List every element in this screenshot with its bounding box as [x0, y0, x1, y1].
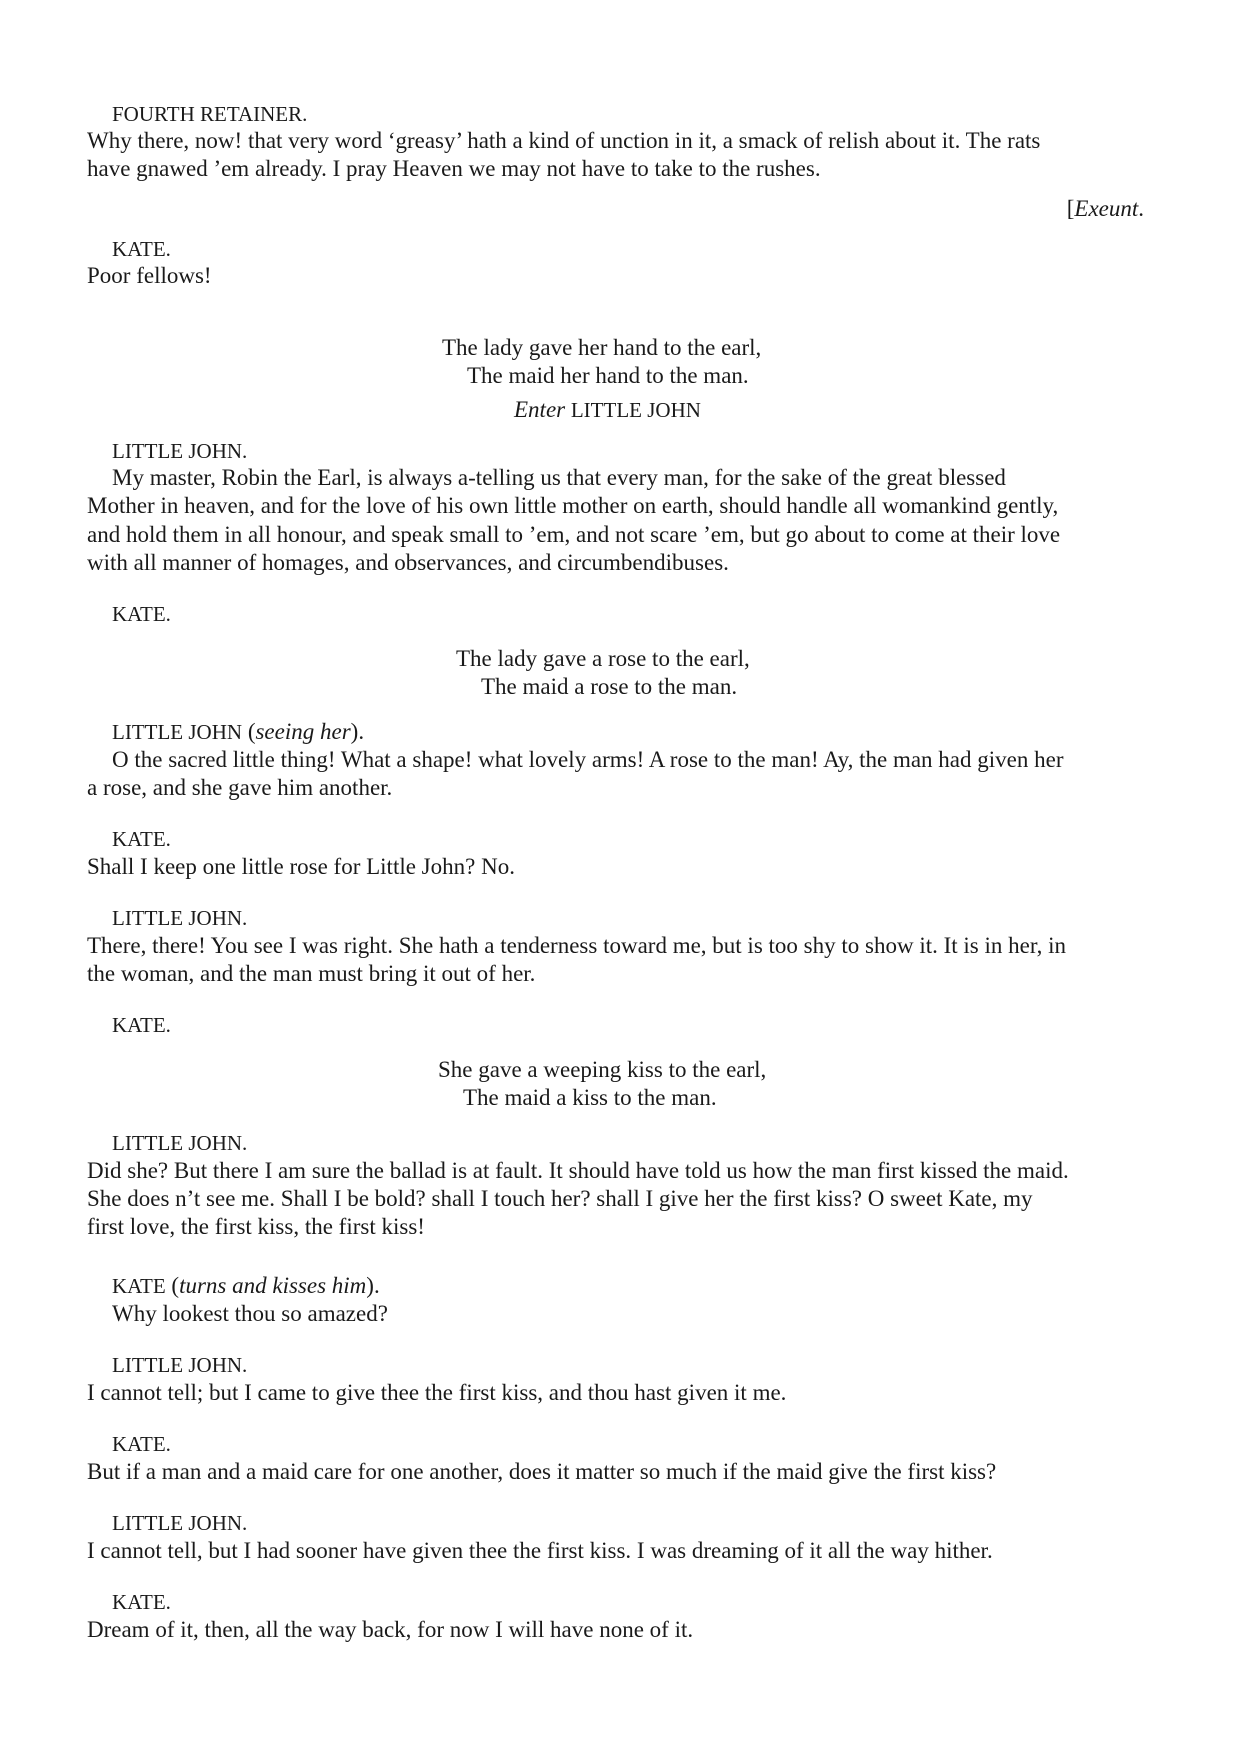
song-line: The maid her hand to the man. — [467, 363, 749, 388]
speaker-kate: KATE. — [112, 1432, 171, 1456]
song-line: The maid a kiss to the man. — [463, 1085, 717, 1110]
speech-line: Poor fellows! — [87, 263, 212, 288]
speech-line: O the sacred little thing! What a shape! what lovely arms! A rose to the man! Ay, the man had given her — [112, 747, 1064, 772]
speaker-little-john: LITTLE JOHN. — [112, 1131, 248, 1155]
speech-line: But if a man and a maid care for one another, does it matter so much if the maid give the first kiss? — [87, 1459, 997, 1484]
stage-direction-exeunt — [1067, 195, 1144, 223]
speech-line: There, there! You see I was right. She hath a tenderness toward me, but is too shy to show it. It is in her, in — [87, 933, 1066, 958]
bracket: [ — [1066, 196, 1075, 221]
speaker-little-john: LITTLE JOHN. — [112, 906, 248, 930]
period: . — [1138, 196, 1144, 221]
speech-line: with all manner of homages, and observances, and circumbendibuses. — [87, 550, 729, 575]
direction: seeing her — [255, 719, 351, 744]
stage-direction-enter — [514, 396, 701, 424]
speaker-kate: KATE. — [112, 1013, 171, 1037]
speech-line: Shall I keep one little rose for Little John? No. — [87, 854, 515, 879]
speaker-little-john: LITTLE JOHN. — [112, 1511, 248, 1535]
speech-line: I cannot tell; but I came to give thee the first kiss, and thou hast given it me. — [87, 1380, 787, 1405]
speaker-name: LITTLE JOHN — [112, 720, 243, 744]
exeunt-word: Exeunt — [1074, 196, 1139, 221]
direction: turns and kisses him — [179, 1273, 367, 1298]
speaker-kate-direction: KATE (turns and kisses him). — [112, 1273, 380, 1298]
speech-line: Mother in heaven, and for the love of his own little mother on earth, should handle all womankind gently, — [87, 493, 1059, 518]
song-line: The lady gave her hand to the earl, — [442, 335, 762, 360]
speech-line: the woman, and the man must bring it out of her. — [87, 961, 536, 986]
speech-line: She does n’t see me. Shall I be bold? shall I touch her? shall I give her the first kiss? O sweet Kate, my — [87, 1186, 1033, 1211]
speaker-little-john-direction: LITTLE JOHN (seeing her). — [112, 719, 365, 744]
song-line: The lady gave a rose to the earl, — [456, 646, 750, 671]
song-line: She gave a weeping kiss to the earl, — [438, 1057, 767, 1082]
speaker-little-john: LITTLE JOHN. — [112, 439, 248, 463]
speaker-kate: KATE. — [112, 602, 171, 626]
speech-line: My master, Robin the Earl, is always a-telling us that every man, for the sake of the great blessed — [112, 465, 1006, 490]
speaker-fourth-retainer: FOURTH RETAINER. — [112, 102, 308, 126]
speech-line: first love, the first kiss, the first kiss! — [87, 1214, 425, 1239]
speech-line: Did she? But there I am sure the ballad is at fault. It should have told us how the man first kissed the maid. — [87, 1158, 1069, 1183]
enter-word: Enter — [514, 397, 566, 422]
speaker-kate: KATE. — [112, 237, 171, 261]
speaker-kate: KATE. — [112, 827, 171, 851]
enter-name: LITTLE JOHN — [570, 398, 701, 422]
speech-line: Dream of it, then, all the way back, for now I will have none of it. — [87, 1617, 694, 1642]
speech-line: Why there, now! that very word ‘greasy’ hath a kind of unction in it, a smack of relish about it. The rats — [87, 128, 1041, 153]
speaker-name: KATE — [112, 1274, 166, 1298]
speech-line: have gnawed ’em already. I pray Heaven we may not have to take to the rushes. — [87, 156, 821, 181]
speech-line: a rose, and she gave him another. — [87, 775, 393, 800]
song-line: The maid a rose to the man. — [481, 674, 738, 699]
speech-line: and hold them in all honour, and speak small to ’em, and not scare ’em, but go about to come at their love — [87, 522, 1061, 547]
speaker-kate: KATE. — [112, 1590, 171, 1614]
speaker-little-john: LITTLE JOHN. — [112, 1353, 248, 1377]
speech-line: I cannot tell, but I had sooner have given thee the first kiss. I was dreaming of it all the way hither. — [87, 1538, 993, 1563]
speech-line: Why lookest thou so amazed? — [112, 1301, 388, 1326]
